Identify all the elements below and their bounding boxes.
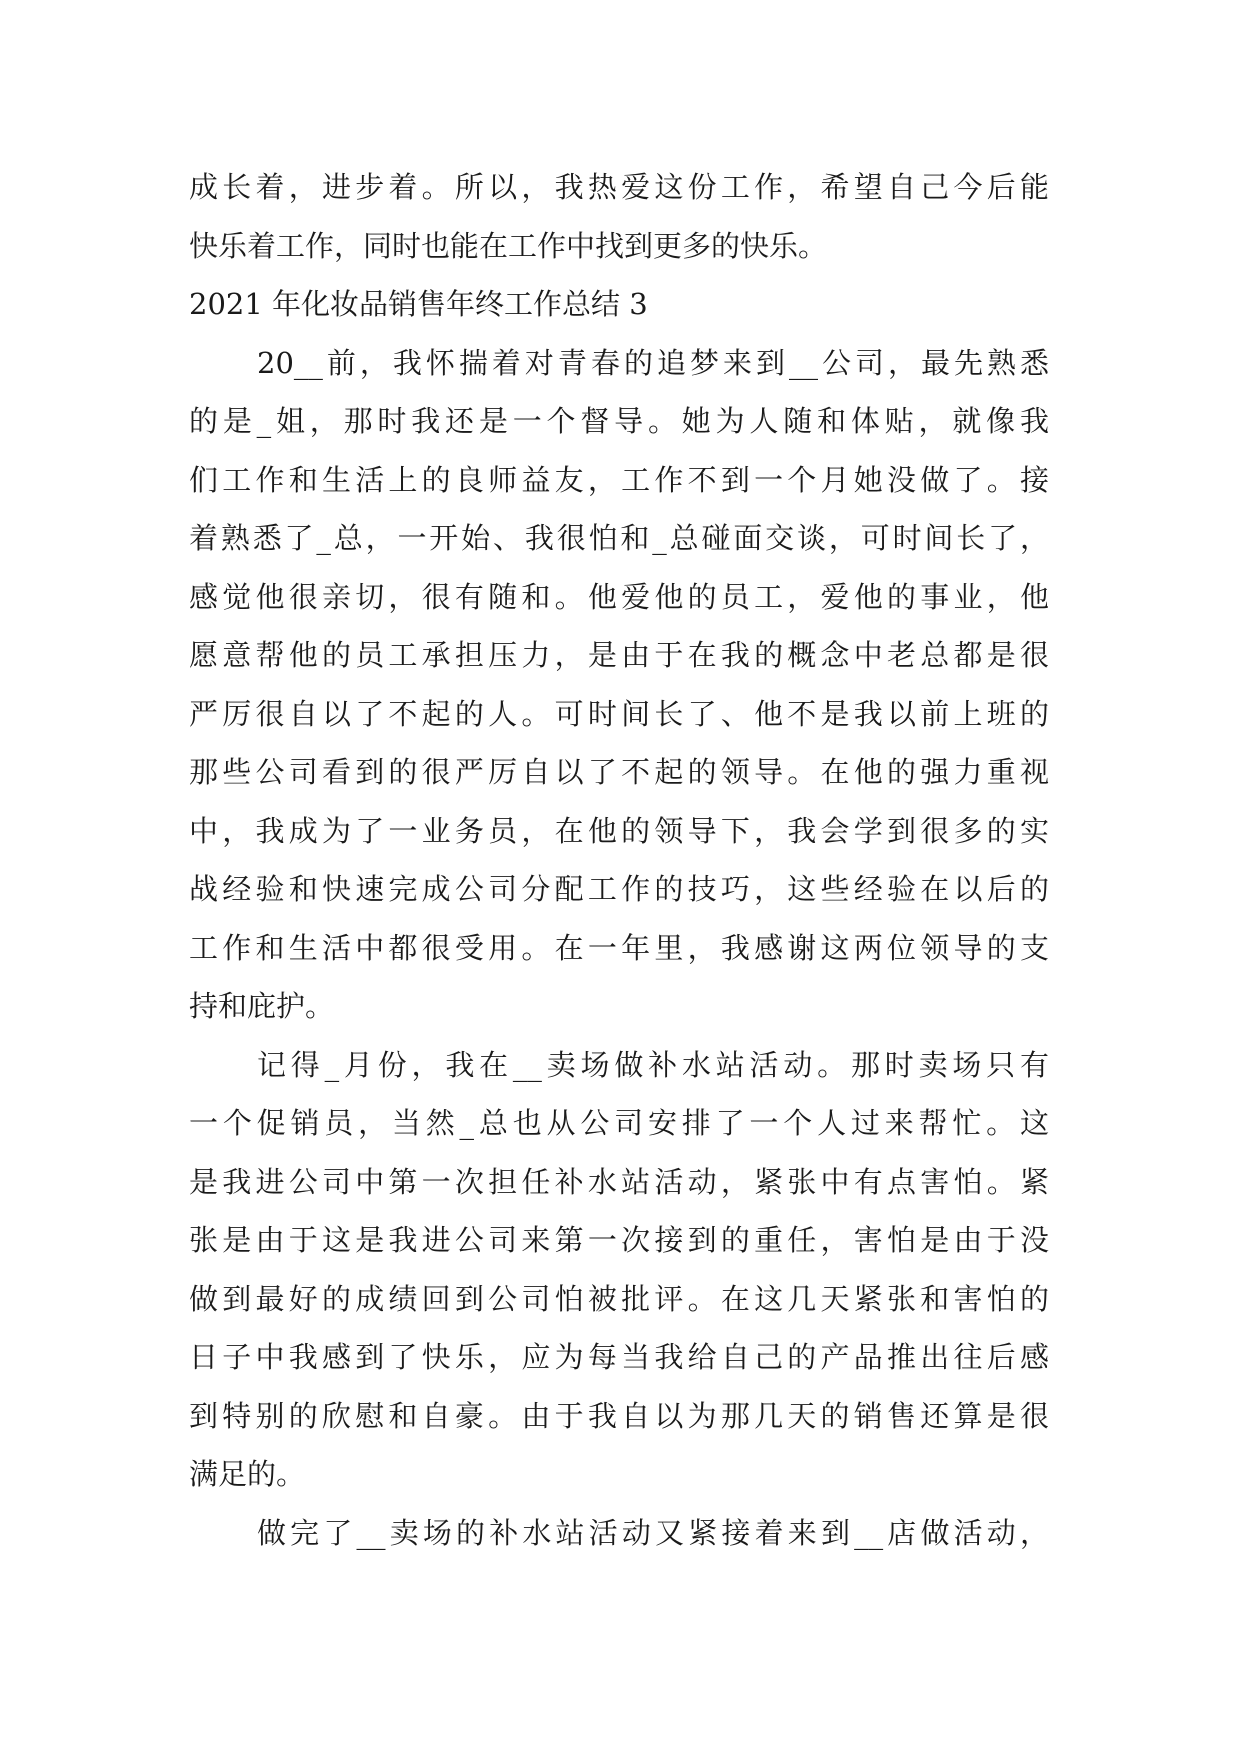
text-line: 做完了__卖场的补水站活动又紧接着来到__店做活动， <box>257 1515 1049 1550</box>
text-line: 工作和生活中都很受用。在一年里，我感谢这两位领导的支 <box>189 930 1049 965</box>
text-line: 到特别的欣慰和自豪。由于我自以为那几天的销售还算是很 <box>189 1398 1049 1433</box>
text-line: 做到最好的成绩回到公司怕被批评。在这几天紧张和害怕的 <box>189 1281 1049 1316</box>
document-body <box>189 158 1049 1562</box>
text-line: 感觉他很亲切，很有随和。他爱他的员工，爱他的事业，他 <box>189 579 1049 614</box>
text-line: 快乐着工作，同时也能在工作中找到更多的快乐。 <box>189 228 828 263</box>
text-line: 日子中我感到了快乐，应为每当我给自己的产品推出往后感 <box>189 1340 1049 1374</box>
text-line: 是我进公司中第一次担任补水站活动，紧张中有点害怕。紧 <box>189 1164 1049 1199</box>
text-line: 的是_姐，那时我还是一个督导。她为人随和体贴，就像我 <box>189 404 1049 438</box>
text-line: 一个促销员，当然_总也从公司安排了一个人过来帮忙。这 <box>189 1106 1049 1140</box>
text-line: 战经验和快速完成公司分配工作的技巧，这些经验在以后的 <box>189 872 1049 906</box>
text-line: 记得_月份，我在__卖场做补水站活动。那时卖场只有 <box>257 1047 1049 1082</box>
text-line: 持和庇护。 <box>189 989 335 1023</box>
text-line: 严厉很自以了不起的人。可时间长了、他不是我以前上班的 <box>189 696 1049 731</box>
text-line: 那些公司看到的很严厉自以了不起的领导。在他的强力重视 <box>189 755 1049 789</box>
text-line: 张是由于这是我进公司来第一次接到的重任，害怕是由于没 <box>189 1223 1049 1257</box>
paragraph-2 <box>189 1036 1049 1504</box>
paragraph-3 <box>189 1504 1049 1563</box>
text-line: 满足的。 <box>189 1457 306 1491</box>
text-line: 中，我成为了一业务员，在他的领导下，我会学到很多的实 <box>189 813 1049 848</box>
text-line: 愿意帮他的员工承担压力，是由于在我的概念中老总都是很 <box>189 638 1049 672</box>
text-line: 20__前，我怀揣着对青春的追梦来到__公司，最先熟悉 <box>257 345 1049 380</box>
text-line: 们工作和生活上的良师益友，工作不到一个月她没做了。接 <box>189 462 1049 497</box>
intro-paragraph <box>189 158 1049 275</box>
text-line: 着熟悉了_总，一开始、我很怕和_总碰面交谈，可时间长了， <box>189 521 1049 555</box>
section-heading: 2021 年化妆品销售年终工作总结 3 <box>189 287 648 321</box>
paragraph-1 <box>189 334 1049 1036</box>
text-line: 成长着，进步着。所以，我热爱这份工作，希望自己今后能 <box>189 170 1049 204</box>
